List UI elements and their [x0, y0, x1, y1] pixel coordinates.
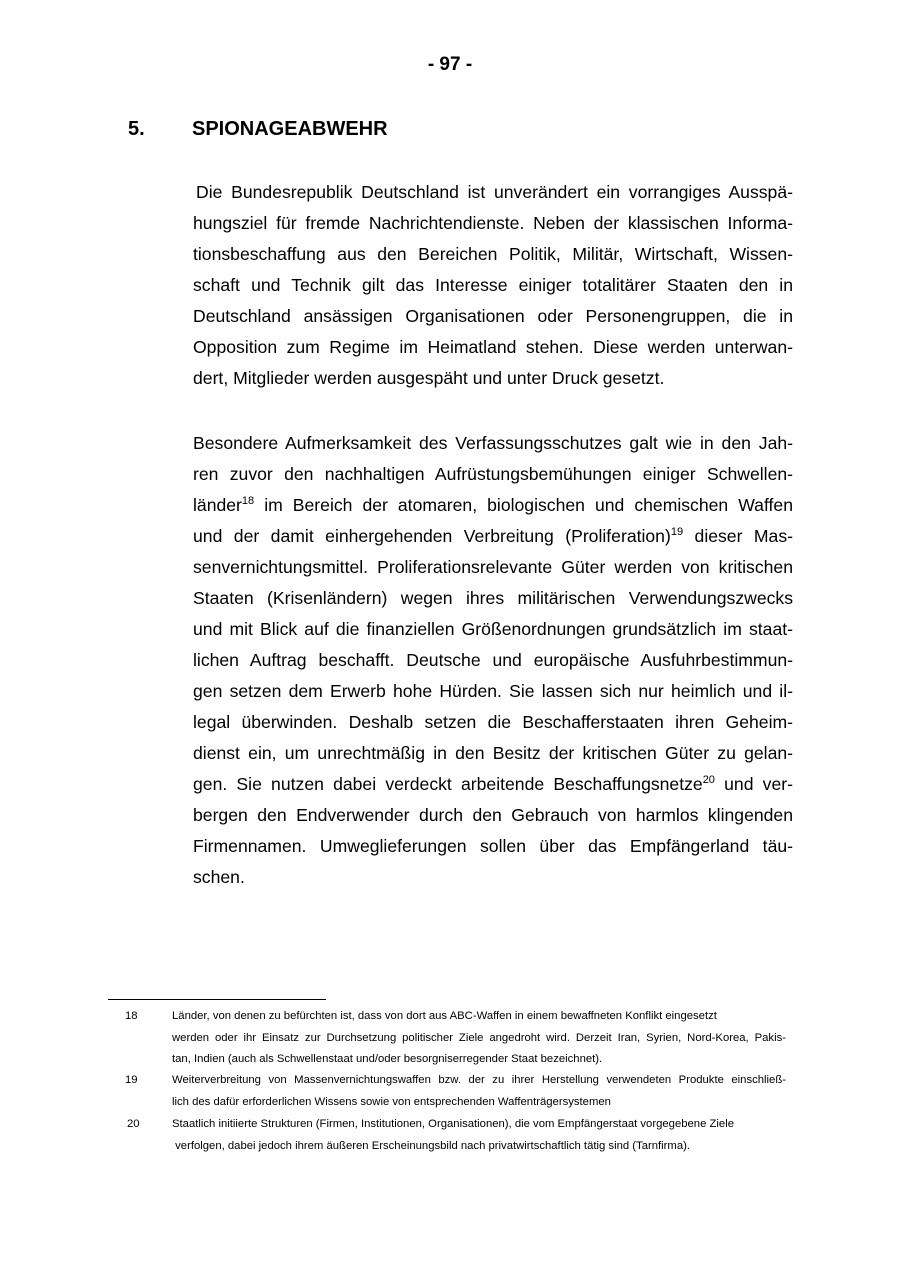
text-line: Die Bundesrepublik Deutschland ist unverändert ein vorrangiges Ausspä-	[196, 182, 793, 202]
section-title: SPIONAGEABWEHR	[192, 118, 388, 140]
footnote-line: verfolgen, dabei jedoch ihrem äußeren Erscheinungsbild nach privatwirtschaftlich tätig sind (Tarnfirma).	[172, 1139, 691, 1152]
text-line: Staaten (Krisenländern) wegen ihres militärischen Verwendungszwecks	[193, 588, 793, 608]
text-fragment: länder	[193, 495, 242, 515]
text-line: hungsziel für fremde Nachrichtendienste. Neben der klassischen Informa-	[193, 213, 793, 233]
text-fragment: und der damit einhergehenden Verbreitung (Proliferation)	[193, 526, 671, 546]
text-fragment: gen. Sie nutzen dabei verdeckt arbeitende Beschaffungsnetze	[193, 774, 703, 794]
footnote-19	[108, 1070, 798, 1113]
text-line	[193, 490, 793, 521]
text-line: Deutschland ansässigen Organisationen oder Personengruppen, die in	[193, 306, 793, 326]
footnote-number: 19	[125, 1074, 138, 1086]
footnote-number: 20	[127, 1118, 140, 1130]
text-line: gen setzen dem Erwerb hohe Hürden. Sie lassen sich nur heimlich und il-	[193, 681, 793, 701]
text-line: schen.	[193, 867, 245, 887]
footnote-line: werden oder ihr Einsatz zur Durchsetzung politischer Ziele angedroht wird. Derzeit Iran, Syrien, Nord-Korea, Pakis-	[172, 1031, 786, 1044]
footnote-18	[108, 1006, 798, 1071]
text-line: und mit Blick auf die finanziellen Größenordnungen grundsätzlich im staat-	[193, 619, 793, 639]
footnote-ref-20[interactable]: 20	[702, 774, 715, 786]
text-line: senvernichtungsmittel. Proliferationsrelevante Güter werden von kritischen	[193, 557, 793, 577]
footnote-line: Weiterverbreitung von Massenvernichtungswaffen bzw. der zu ihrer Herstellung verwendeten Produkte einschließ-	[172, 1074, 786, 1086]
text-line: schaft und Technik gilt das Interesse einiger totalitärer Staaten den in	[193, 275, 793, 295]
text-line: dert, Mitglieder werden ausgespäht und unter Druck gesetzt.	[193, 368, 665, 388]
text-line: Besondere Aufmerksamkeit des Verfassungsschutzes galt wie in den Jah-	[193, 433, 793, 453]
footnote-line: Länder, von denen zu befürchten ist, dass von dort aus ABC-Waffen in einem bewaffneten Konflikt eingesetzt	[172, 1010, 717, 1022]
text-line	[193, 769, 793, 800]
text-line: lichen Auftrag beschafft. Deutsche und europäische Ausfuhrbestimmun-	[193, 650, 793, 670]
footnote-ref-18[interactable]: 18	[241, 495, 255, 507]
section-heading	[128, 118, 388, 141]
text-line: ren zuvor den nachhaltigen Aufrüstungsbemühungen einiger Schwellen-	[193, 464, 793, 484]
page-number: - 97 -	[427, 54, 473, 75]
text-line: dienst ein, um unrechtmäßig in den Besitz der kritischen Güter zu gelan-	[193, 743, 793, 763]
text-fragment: im Bereich der atomaren, biologischen und chemischen Waffen	[254, 495, 793, 515]
text-fragment: und ver-	[714, 774, 793, 794]
text-line: Firmennamen. Umweglieferungen sollen über das Empfängerland täu-	[193, 836, 793, 856]
paragraph-1	[193, 177, 793, 394]
paragraph-2	[193, 428, 793, 893]
footnote-ref-19[interactable]: 19	[670, 526, 684, 538]
footnote-line: lich des dafür erforderlichen Wissens sowie von entsprechenden Waffenträgersystemen	[172, 1095, 611, 1108]
footnote-number: 18	[125, 1010, 138, 1022]
text-line: legal überwinden. Deshalb setzen die Beschafferstaaten ihren Geheim-	[193, 712, 793, 732]
section-number: 5.	[128, 118, 145, 140]
footnote-separator	[108, 999, 326, 1000]
text-line: tionsbeschaffung aus den Bereichen Politik, Militär, Wirtschaft, Wissen-	[193, 244, 793, 264]
text-line: Opposition zum Regime im Heimatland stehen. Diese werden unterwan-	[193, 337, 793, 357]
footnote-line: tan, Indien (auch als Schwellenstaat und/oder besorgniserregender Staat bezeichnet).	[172, 1053, 603, 1065]
text-line	[193, 521, 793, 552]
footnote-line: Staatlich initiierte Strukturen (Firmen, Institutionen, Organisationen), die vom Empfängerstaat vorgegebene Ziele	[172, 1118, 734, 1130]
text-fragment: dieser Mas-	[683, 526, 793, 546]
text-line: bergen den Endverwender durch den Gebrauch von harmlos klingenden	[193, 805, 793, 825]
footnote-20	[108, 1114, 798, 1157]
